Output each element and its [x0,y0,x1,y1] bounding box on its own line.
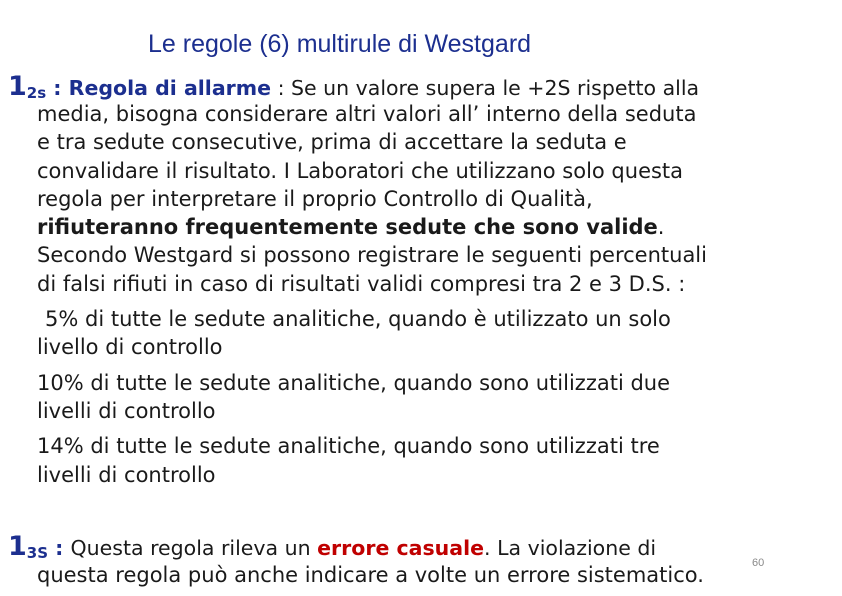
rule-12s-line: Secondo Westgard si possono registrare le seguenti percentuali [37,243,707,268]
rule-13s-highlight: errore casuale [317,536,485,560]
false-reject-item-2: 10% di tutte le sedute analitiche, quando sono utilizzati due [37,370,671,395]
rule-12s-line: e tra sedute consecutive, prima di accettare la seduta e [37,130,627,155]
rule-12s-name: Regola di allarme [68,76,272,100]
rule-12s-line: di falsi rifiuti in caso di risultati validi compresi tra 2 e 3 D.S. : [37,271,686,296]
false-reject-item-3-cont: livelli di controllo [37,462,216,487]
rule-13s-number: 1 [8,531,27,562]
page-number: 60 [752,557,765,569]
rule-13s-text-before: Questa regola rileva un [70,536,318,560]
false-reject-item-1-cont: livello di controllo [37,335,223,360]
rule-12s-line: media, bisogna considerare altri valori all’ interno della seduta [37,102,697,126]
rule-13s-line-2: questa regola può anche indicare a volte un errore sistematico. [37,563,704,587]
false-reject-item-1: 5% di tutte le sedute analitiche, quando è utilizzato un solo [45,307,671,332]
rule-12s-bold-line [37,213,837,241]
rule-12s-intro: : Se un valore supera le +2S rispetto alla [271,76,700,100]
rule-12s-line: regola per interpretare il proprio Controllo di Qualità, [37,186,593,211]
false-reject-item-3: 14% di tutte le sedute analitiche, quando sono utilizzati tre [37,434,660,459]
rule-12s-subscript: 2s [26,84,47,102]
false-reject-item-2-cont: livelli di controllo [37,398,216,423]
rule-12s-body [37,100,837,489]
rule-13s-subscript: 3S [26,544,49,562]
rule-12s-number: 1 [8,71,27,102]
rule-13s-colon: : [48,536,71,560]
rule-12s-bold-statement: rifiuteranno frequentemente sedute che sono valide [37,215,658,240]
slide-title: Le regole (6) multirule di Westgard [148,30,532,58]
rule-12s-colon: : [46,76,69,100]
rule-12s-line: convalidare il risultato. I Laboratori che utilizzano solo questa [37,158,684,183]
rule-12s-period: . [657,215,665,240]
rule-13s-text-after: . La violazione di [484,536,657,560]
